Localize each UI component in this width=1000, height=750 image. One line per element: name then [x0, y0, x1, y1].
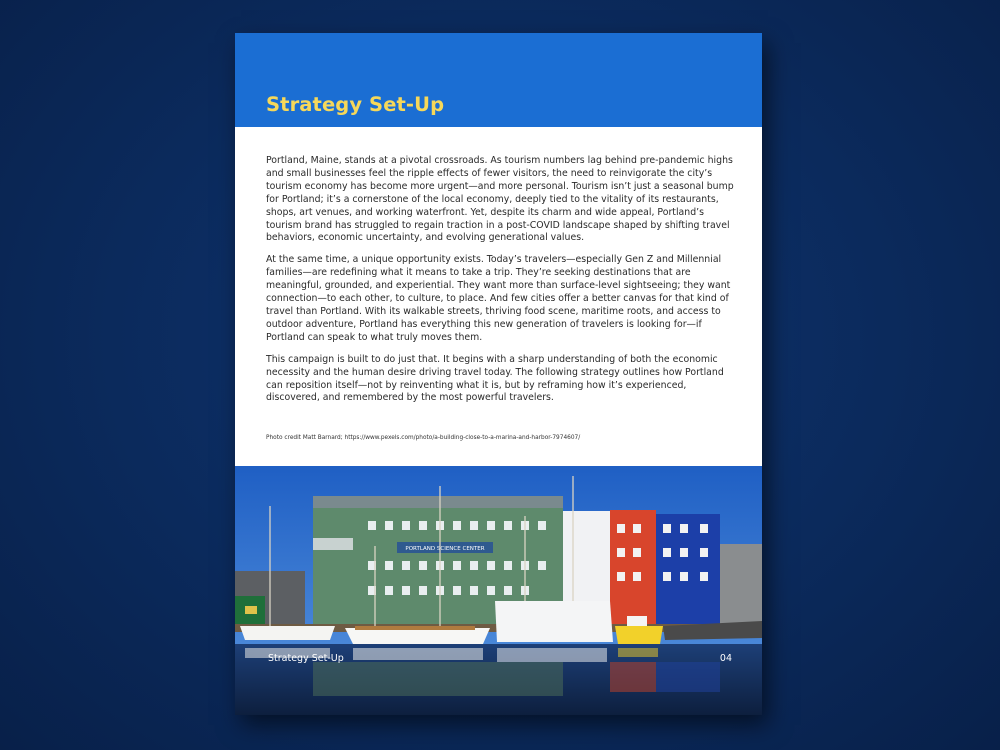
photo-credit: Photo credit Matt Barnard; https://www.pexels.com/photo/a-building-close-to-a-marina-and-harbor-7974607/: [266, 435, 581, 441]
building-sign: PORTLAND SCIENCE CENTER: [405, 546, 485, 552]
page-number: 04: [719, 653, 732, 664]
paragraph-1: Portland, Maine, stands at a pivotal crossroads. As tourism numbers lag behind pre-pandemic highs and small businesses feel the ripple effects of fewer visitors, the need to reinvigorate the city’s tourism economy has become more urgent—and more personal. Tourism isn’t just a seasonal bump for Portland; it’s a cornerstone of the local economy, deeply tied to the vitality of its restaurants, shops, art venues, and working waterfront. Yet, despite its charm and wide appeal, Portland’s tourism brand has struggled to regain traction in a post-COVID landscape shaped by shifting travel behaviors, economic uncertainty, and evolving generational values.: [266, 155, 734, 244]
document-page: [235, 33, 762, 715]
body-text: [266, 155, 734, 414]
harbor-photo: [235, 466, 762, 715]
paragraph-2: At the same time, a unique opportunity exists. Today’s travelers—especially Gen Z and Millennial families—are redefining what it means to take a trip. They’re seeking destinations that are meaningful, grounded, and experiential. They want more than surface-level sightseeing; they want connection—to each other, to culture, to place. And few cities offer a better canvas for that kind of travel than Portland. With its walkable streets, thriving food scene, maritime roots, and access to outdoor adventure, Portland has everything this new generation of travelers is looking for—if Portland can speak to what truly moves them.: [266, 254, 731, 343]
footer-section-label: Strategy Set-Up: [268, 653, 344, 664]
page-title: Strategy Set-Up: [266, 93, 445, 116]
paragraph-3: This campaign is built to do just that. It begins with a sharp understanding of both the economic necessity and the human desire driving travel today. The following strategy outlines how Portland can reposition itself—not by reinventing what it is, but by reframing how it’s experienced, discovered, and remembered by the most powerful travelers.: [266, 353, 724, 404]
